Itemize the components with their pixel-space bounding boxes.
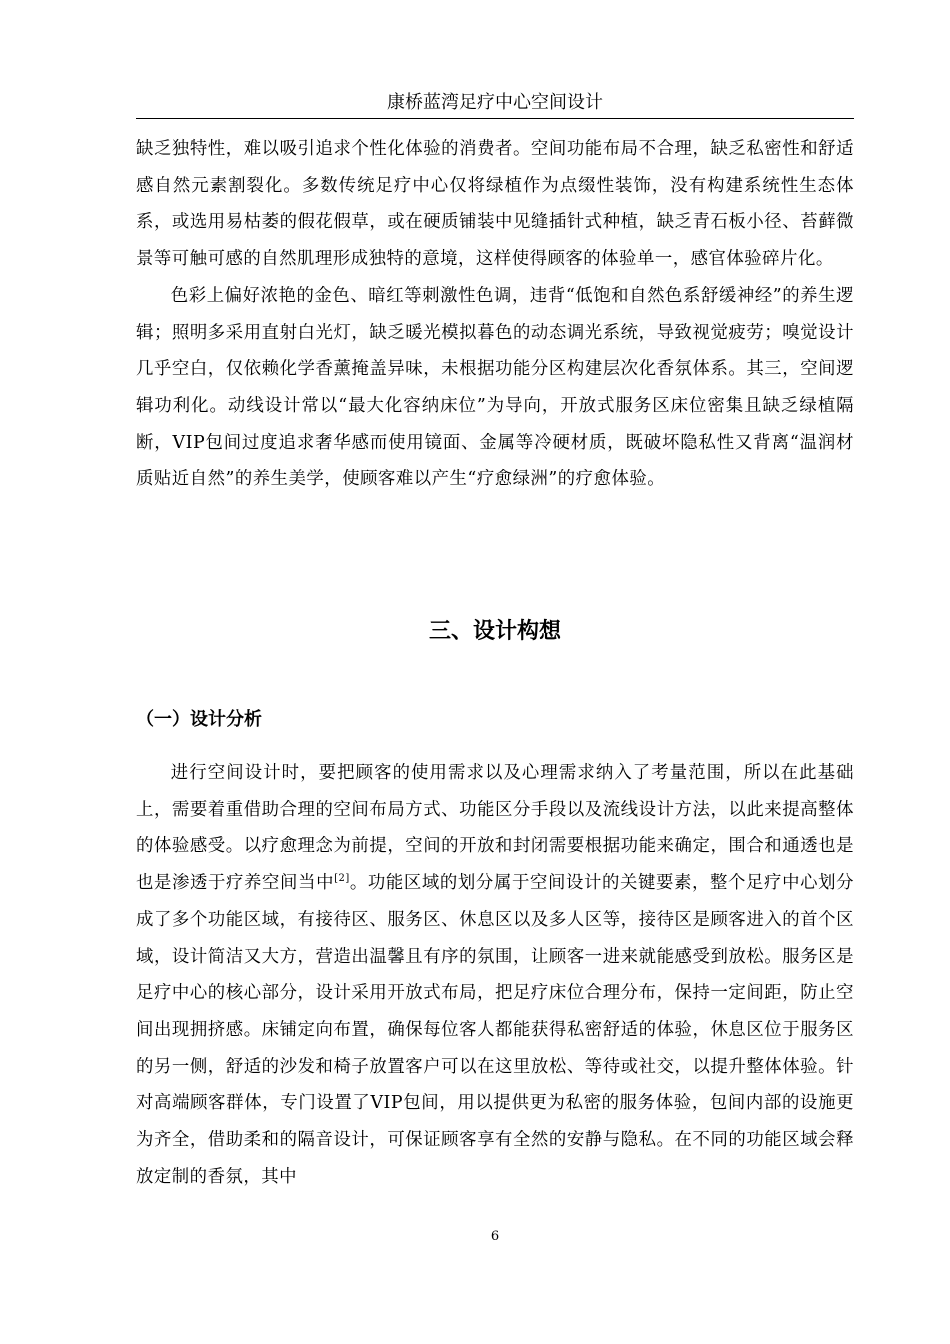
- paragraph-design-analysis: [136, 755, 854, 1195]
- page-number: 6: [490, 1229, 500, 1244]
- chapter-title: 三、设计构想: [428, 619, 561, 644]
- paragraph-text-part-2: 。功能区域的划分属于空间设计的关键要素，整个足疗中心划分成了多个功能区域，有接待区、服务区、休息区以及多人区等，接待区是顾客进入的首个区域，设计简洁又大方，营造出温馨且有序的氛围，让顾客一进来就能感受到放松。服务区是足疗中心的核心部分，设计采用开放式布局，把足疗床位合理分布，保持一定间距，防止空间出现拥挤感。床铺定向布置，确保每位客人都能获得私密舒适的体验，休息区位于服务区的另一侧，舒适的沙发和椅子放置客户可以在这里放松、等待或社交，以提升整体体验。针对高端顾客群体，专门设置了VIP包间，用以提供更为私密的服务体验，包间内部的设施更为齐全，借助柔和的隔音设计，可保证顾客享有全然的安静与隐私。在不同的功能区域会释放定制的香氛，其中: [136, 873, 854, 1187]
- header-rule: [136, 118, 854, 119]
- section-title: （一）设计分析: [136, 709, 262, 730]
- paragraph-text-part-1: 进行空间设计时，要把顾客的使用需求以及心理需求纳入了考量范围，所以在此基础上，需要着重借助合理的空间布局方式、功能区分手段以及流线设计方法，以此来提高整体的体验感受。以疗愈理念为前提，空间的开放和封闭需要根据功能来确定，围合和通透也是也是渗透于疗养空间当中: [136, 763, 854, 894]
- design-analysis-body: [136, 755, 854, 1195]
- paragraph-continued: 缺乏独特性，难以吸引追求个性化体验的消费者。空间功能布局不合理，缺乏私密性和舒适感自然元素割裂化。多数传统足疗中心仅将绿植作为点缀性装饰，没有构建系统性生态体系，或选用易枯萎的假花假草，或在硬质铺装中见缝插针式种植，缺乏青石板小径、苔藓微景等可触可感的自然肌理形成独特的意境，这样使得顾客的体验单一，感官体验碎片化。: [136, 139, 854, 270]
- section-two-continuation: [136, 131, 854, 498]
- paragraph-color-lighting: 色彩上偏好浓艳的金色、暗红等刺激性色调，违背“低饱和自然色系舒缓神经”的养生逻辑；照明多采用直射白光灯，缺乏暖光模拟暮色的动态调光系统，导致视觉疲劳；嗅觉设计几乎空白，仅依赖化学香薰掩盖异味，未根据功能分区构建层次化香氛体系。其三，空间逻辑功利化。动线设计常以“最大化容纳床位”为导向，开放式服务区床位密集且缺乏绿植隔断，VIP包间过度追求奢华感而使用镜面、金属等冷硬材质，既破坏隐私性又背离“温润材质贴近自然”的养生美学，使顾客难以产生“疗愈绿洲”的疗愈体验。: [136, 285, 854, 490]
- citation-reference: [2]: [334, 873, 350, 885]
- running-header: 康桥蓝湾足疗中心空间设计: [387, 92, 603, 113]
